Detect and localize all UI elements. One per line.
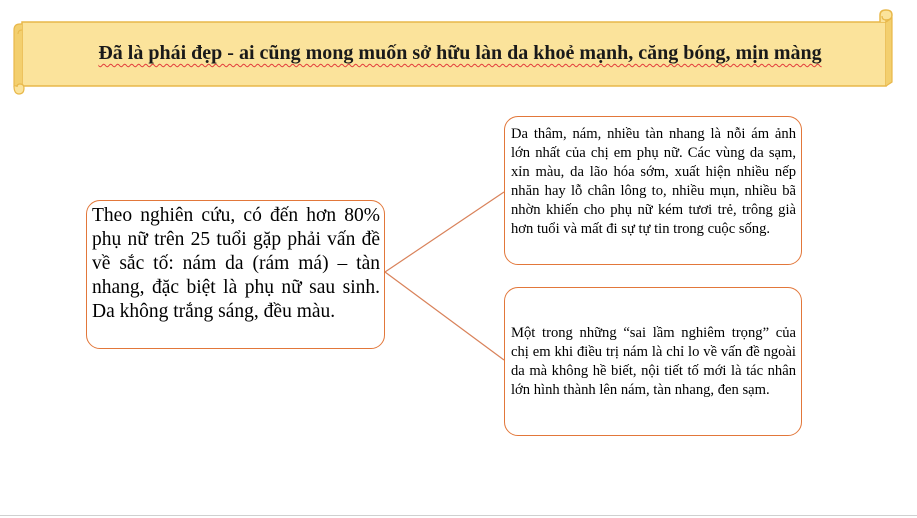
bottom-text: Một trong những “sai lầm nghiêm trọng” của chị em khi điều trị nám là chỉ lo về vấn đề ngoài da mà không hề biết, nội tiết tố mới là tác nhân lớn hình thành lên nám, tàn nhang, đen sạm.: [511, 324, 796, 398]
top-text-box: [504, 116, 802, 265]
connector-bottom: [385, 272, 504, 360]
connector-top: [385, 192, 504, 272]
bottom-text-box: [504, 287, 802, 436]
banner-title: Đã là phái đẹp - ai cũng mong muốn sở hữu làn da khoẻ mạnh, căng bóng, mịn màng: [98, 42, 822, 64]
bottom-divider: [0, 515, 917, 516]
main-text: Theo nghiên cứu, có đến hơn 80% phụ nữ trên 25 tuổi gặp phải vấn đề về sắc tố: nám da (rám má) – tàn nhang, đặc biệt là phụ nữ sau sinh. Da không trắng sáng, đều màu.: [92, 205, 380, 322]
main-text-box: [86, 200, 385, 349]
top-text: Da thâm, nám, nhiều tàn nhang là nỗi ám ảnh lớn nhất của chị em phụ nữ. Các vùng da sạm, xỉn màu, da lão hóa sớm, xuất hiện nhiều nếp nhăn hay lỗ chân lông to, nhiều mụn, nhiều bã nhờn khiến cho phụ nữ kém tươi trẻ, trông già hơn tuổi và mất đi sự tự tin trong cuộc sống.: [511, 126, 796, 237]
